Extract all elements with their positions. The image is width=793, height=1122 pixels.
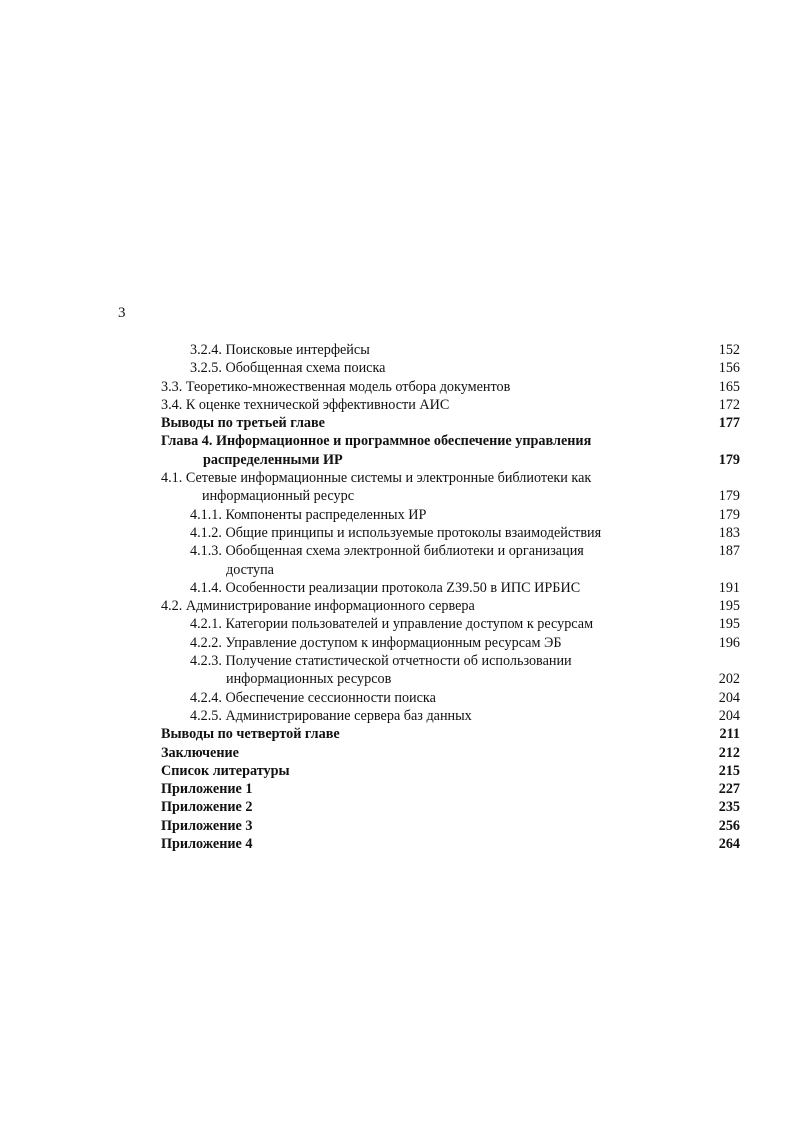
toc-entry-title: 4.1.4. Особенности реализации протокола Z39.50 в ИПС ИРБИС (190, 579, 581, 596)
toc-entry-title: доступа (226, 561, 274, 578)
toc-entry-page: 227 (718, 781, 740, 798)
toc-entry[interactable] (0, 469, 793, 487)
toc-entry-page: 177 (718, 415, 740, 432)
toc-entry[interactable] (0, 341, 793, 359)
toc-entry[interactable] (0, 359, 793, 377)
toc-entry-title: 4.1.1. Компоненты распределенных ИР (190, 506, 427, 523)
toc-entry-page: 256 (718, 817, 740, 834)
toc-entry-title: 4.2.5. Администрирование сервера баз данных (190, 707, 472, 724)
toc-entry-title: 3.2.5. Обобщенная схема поиска (190, 360, 386, 377)
toc-entry-title: 4.1. Сетевые информационные системы и электронные библиотеки как (161, 470, 592, 487)
toc-entry[interactable] (0, 396, 793, 414)
toc-entry[interactable] (0, 579, 793, 597)
toc-entry-title: информационный ресурс (202, 488, 355, 505)
toc-entry-page: 156 (718, 360, 740, 377)
toc-entry-continuation[interactable] (0, 451, 793, 469)
toc-entry[interactable] (0, 414, 793, 432)
toc-entry-page: 264 (718, 836, 740, 853)
toc-entry-page: 183 (718, 524, 740, 541)
toc-entry[interactable] (0, 378, 793, 396)
toc-entry-title: 3.4. К оценке технической эффективности АИС (161, 396, 450, 413)
toc-entry-continuation[interactable] (0, 670, 793, 688)
toc-entry[interactable] (0, 835, 793, 853)
toc-entry-page: 211 (719, 726, 740, 743)
toc-entry-title: Приложение 3 (161, 817, 253, 834)
toc-entry-page: 204 (718, 689, 740, 706)
toc-entry-page: 179 (718, 506, 740, 523)
toc-entry-title: Приложение 2 (161, 799, 253, 816)
toc-entry-title: 4.2. Администрирование информационного сервера (161, 598, 475, 615)
toc-entry-page: 179 (718, 451, 740, 468)
toc-entry-page: 191 (718, 579, 740, 596)
toc-entry-title: 4.1.2. Общие принципы и используемые протоколы взаимодействия (190, 524, 602, 541)
toc-entry-page: 196 (718, 634, 740, 651)
toc-entry-continuation[interactable] (0, 561, 793, 579)
toc-entry-page: 187 (718, 543, 740, 560)
toc-entry[interactable] (0, 780, 793, 798)
toc-entry-page: 152 (718, 342, 740, 358)
toc-entry-page: 172 (718, 396, 740, 413)
toc-entry[interactable] (0, 524, 793, 542)
toc-entry-title: 4.2.2. Управление доступом к информационным ресурсам ЭБ (190, 634, 562, 651)
table-of-contents (0, 341, 793, 853)
toc-entry-page: 215 (718, 762, 740, 779)
toc-entry-title: 4.2.4. Обеспечение сессионности поиска (190, 689, 436, 706)
toc-entry-page: 204 (718, 707, 740, 724)
toc-entry-page: 202 (718, 671, 740, 688)
toc-entry-title: Список литературы (161, 762, 290, 779)
toc-entry-title: Приложение 1 (161, 781, 253, 798)
toc-entry-title: 4.2.3. Получение статистической отчетности об использовании (190, 653, 572, 670)
toc-entry-title: Заключение (161, 744, 239, 761)
toc-entry-page: 179 (718, 488, 740, 505)
toc-entry[interactable] (0, 615, 793, 633)
toc-entry-page: 195 (718, 598, 740, 615)
toc-entry[interactable] (0, 744, 793, 762)
toc-entry-title: Глава 4. Информационное и программное обеспечение управления (161, 433, 592, 450)
toc-entry[interactable] (0, 798, 793, 816)
toc-entry[interactable] (0, 689, 793, 707)
toc-entry[interactable] (0, 634, 793, 652)
toc-entry-page: 235 (718, 799, 740, 816)
toc-entry-page: 195 (718, 616, 740, 633)
toc-entry-title: информационных ресурсов (226, 671, 392, 688)
toc-entry-title: Выводы по третьей главе (161, 415, 325, 432)
toc-entry[interactable] (0, 725, 793, 743)
toc-entry-page: 212 (718, 744, 740, 761)
toc-entry-title: Приложение 4 (161, 836, 253, 853)
toc-entry[interactable] (0, 652, 793, 670)
toc-entry[interactable] (0, 542, 793, 560)
toc-entry[interactable] (0, 707, 793, 725)
toc-entry[interactable] (0, 597, 793, 615)
toc-entry-page: 165 (718, 378, 740, 395)
toc-entry[interactable] (0, 817, 793, 835)
toc-entry[interactable] (0, 762, 793, 780)
toc-entry-title: 4.1.3. Обобщенная схема электронной библиотеки и организация (190, 543, 584, 560)
toc-entry[interactable] (0, 432, 793, 450)
toc-entry-title: распределенными ИР (203, 451, 343, 468)
toc-entry-title: Выводы по четвертой главе (161, 726, 340, 743)
toc-entry[interactable] (0, 506, 793, 524)
toc-entry-title: 3.3. Теоретико-множественная модель отбора документов (161, 378, 511, 395)
toc-entry-continuation[interactable] (0, 487, 793, 505)
toc-entry-title: 4.2.1. Категории пользователей и управление доступом к ресурсам (190, 616, 594, 633)
toc-entry-title: 3.2.4. Поисковые интерфейсы (190, 342, 370, 358)
page-number: 3 (118, 305, 126, 321)
